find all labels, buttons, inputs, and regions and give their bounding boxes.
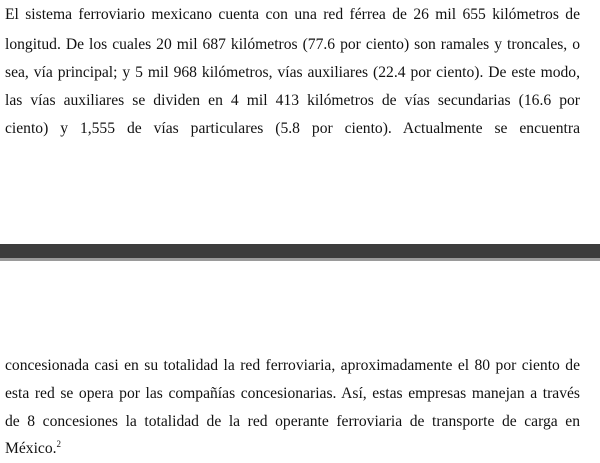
paragraph-line: ciento) y 1,555 de vías particulares (5.8 por ciento). Actualmente se encuentra	[5, 120, 580, 137]
paragraph-line: sea, vía principal; y 5 mil 968 kilómetros, vías auxiliares (22.4 por ciento). De este modo,	[5, 64, 580, 81]
footnote-marker[interactable]: 2	[56, 439, 62, 449]
paragraph-last-line	[5, 440, 580, 458]
paragraph-line: las vías auxiliares se dividen en 4 mil 413 kilómetros de vías secundarias (16.6 por	[5, 92, 580, 109]
paragraph-line: longitud. De los cuales 20 mil 687 kilómetros (77.6 por ciento) son ramales y troncales, o	[5, 36, 580, 53]
paragraph-line: concesionada casi en su totalidad la red ferroviaria, aproximadamente el 80 por ciento de	[5, 357, 580, 374]
paragraph-line: de 8 concesiones la totalidad de la red operante ferroviaria de transporte de carga en	[5, 413, 580, 430]
paragraph-line-text: México.	[5, 440, 57, 457]
paragraph-line: El sistema ferroviario mexicano cuenta con una red férrea de 26 mil 655 kilómetros de	[5, 6, 580, 23]
document-page-bottom	[0, 261, 600, 463]
paragraph-line: esta red se opera por las compañías concesionarias. Así, estas empresas manejan a través	[5, 385, 580, 402]
